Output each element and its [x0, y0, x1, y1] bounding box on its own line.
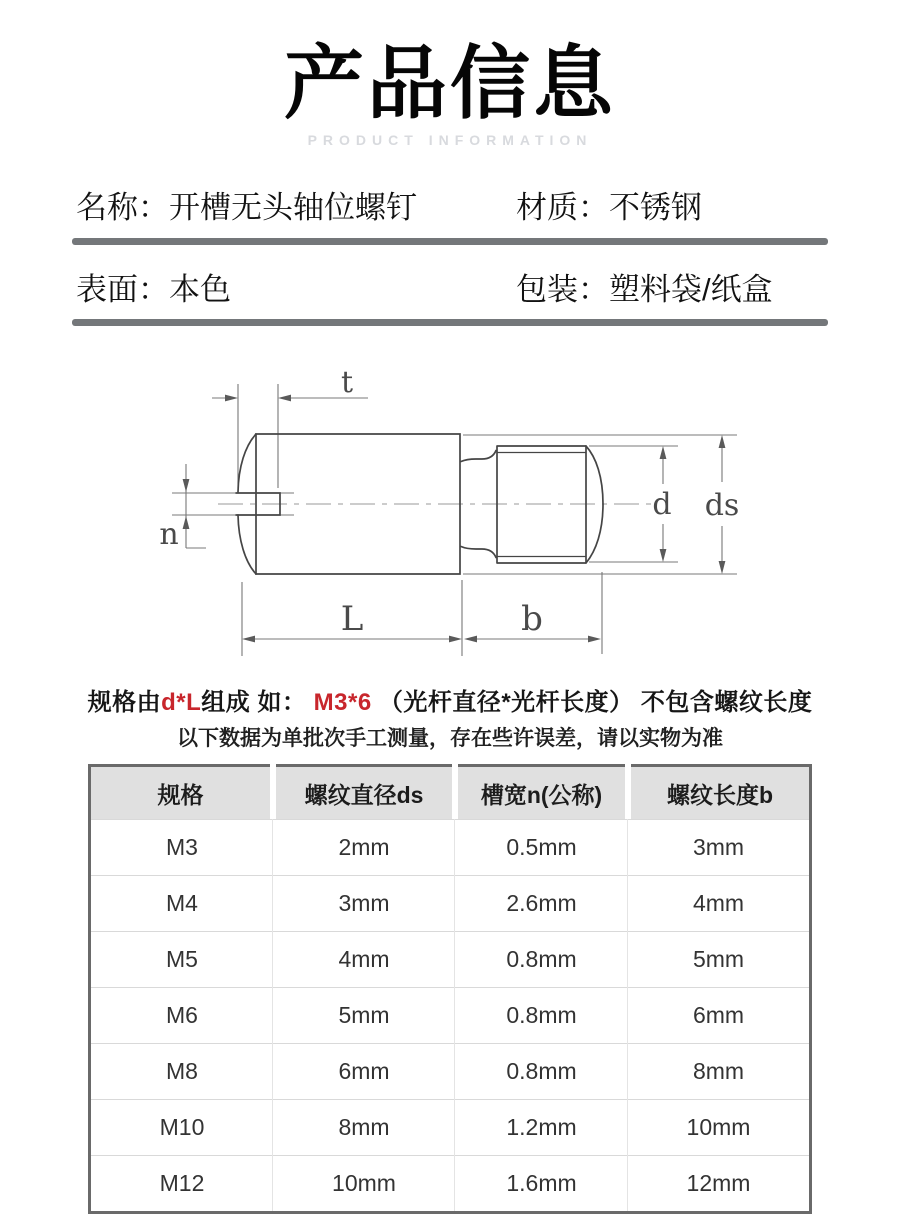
screw-technical-drawing	[130, 355, 770, 667]
info-material	[516, 189, 828, 227]
info-surface	[76, 271, 516, 309]
cell-slot-width: 1.2mm	[506, 1114, 577, 1140]
spec-table-body	[91, 819, 809, 1211]
dim-label-ds: ds	[704, 488, 740, 523]
page-subtitle: PRODUCT INFORMATION	[307, 132, 593, 148]
info-divider-2	[72, 319, 828, 326]
cell-slot-width: 0.8mm	[506, 946, 577, 972]
info-row-surface-packing	[76, 271, 828, 309]
spec-table-header	[91, 764, 809, 819]
spec-note-seg4-red: M3*6	[313, 689, 372, 716]
page-title: 产品信息	[284, 39, 616, 128]
spec-note-seg3: 组成 如：	[201, 689, 314, 716]
cell-spec: M6	[166, 1002, 198, 1028]
dimension-arrows	[183, 395, 726, 643]
info-name-label: 名称：	[76, 190, 169, 225]
spec-note-seg1: 规格由	[87, 689, 162, 716]
info-name-value: 开槽无头轴位螺钉	[169, 190, 417, 225]
spec-note-seg5: （光杆直径*光杆长度） 不包含螺纹长度	[371, 689, 813, 716]
cell-thread-diameter: 4mm	[338, 946, 390, 972]
measurement-note: 以下数据为单批次手工测量，存在些许误差，请以实物为准	[177, 727, 723, 750]
table-row	[91, 1099, 809, 1155]
column-separator	[272, 819, 273, 1211]
table-row	[91, 1043, 809, 1099]
cell-thread-diameter: 10mm	[332, 1170, 396, 1196]
info-surface-label: 表面：	[76, 272, 169, 307]
column-separator	[454, 819, 455, 1211]
cell-thread-diameter: 5mm	[338, 1002, 390, 1028]
cell-thread-length: 10mm	[686, 1114, 751, 1140]
table-row	[91, 819, 809, 875]
dim-label-L: L	[340, 599, 364, 639]
table-row	[91, 875, 809, 931]
header-cell-slot-width: 槽宽n(公称)	[458, 764, 625, 819]
cell-thread-length: 3mm	[692, 834, 745, 860]
screw-diagram-svg	[130, 355, 770, 667]
cell-spec: M10	[159, 1114, 205, 1140]
cell-thread-diameter: 2mm	[338, 834, 390, 860]
cell-thread-length: 6mm	[692, 1002, 745, 1028]
table-row	[91, 1155, 809, 1211]
cell-spec: M12	[159, 1170, 205, 1196]
cell-spec: M3	[166, 834, 198, 860]
header-cell-thread-length: 螺纹长度b	[631, 764, 809, 819]
cell-slot-width: 0.8mm	[506, 1058, 577, 1084]
cell-thread-length: 8mm	[692, 1058, 745, 1084]
info-material-value: 不锈钢	[609, 190, 702, 225]
header-cell-thread-diameter: 螺纹直径ds	[276, 764, 452, 819]
info-packing	[516, 271, 828, 309]
cell-slot-width: 0.5mm	[506, 834, 577, 860]
info-divider-1	[72, 238, 828, 245]
cell-thread-diameter: 6mm	[338, 1058, 390, 1084]
cell-slot-width: 1.6mm	[506, 1170, 577, 1196]
spec-note-seg2-red: d*L	[161, 689, 202, 716]
cell-spec: M4	[166, 890, 198, 916]
info-row-name-material	[76, 189, 828, 227]
cell-slot-width: 0.8mm	[506, 1002, 577, 1028]
info-material-label: 材质：	[516, 190, 609, 225]
cell-thread-diameter: 8mm	[338, 1114, 390, 1140]
cell-slot-width: 2.6mm	[506, 890, 577, 916]
spec-note	[0, 682, 900, 717]
info-name	[76, 189, 516, 227]
table-row	[91, 931, 809, 987]
dim-label-b: b	[521, 599, 543, 639]
cell-thread-length: 4mm	[692, 890, 745, 916]
cell-thread-length: 12mm	[686, 1170, 751, 1196]
cell-spec: M8	[166, 1058, 198, 1084]
spec-table	[88, 764, 812, 1214]
table-row	[91, 987, 809, 1043]
header-cell-spec: 规格	[91, 764, 270, 819]
cell-thread-diameter: 3mm	[338, 890, 390, 916]
info-packing-label: 包装：	[516, 272, 609, 307]
dim-label-d: d	[652, 487, 672, 522]
cell-spec: M5	[166, 946, 198, 972]
info-surface-value: 本色	[169, 272, 231, 307]
dim-label-t: t	[340, 365, 354, 400]
column-separator	[627, 819, 628, 1211]
cell-thread-length: 5mm	[692, 946, 745, 972]
info-packing-value: 塑料袋/纸盒	[609, 272, 773, 307]
dim-label-n: n	[159, 517, 179, 552]
